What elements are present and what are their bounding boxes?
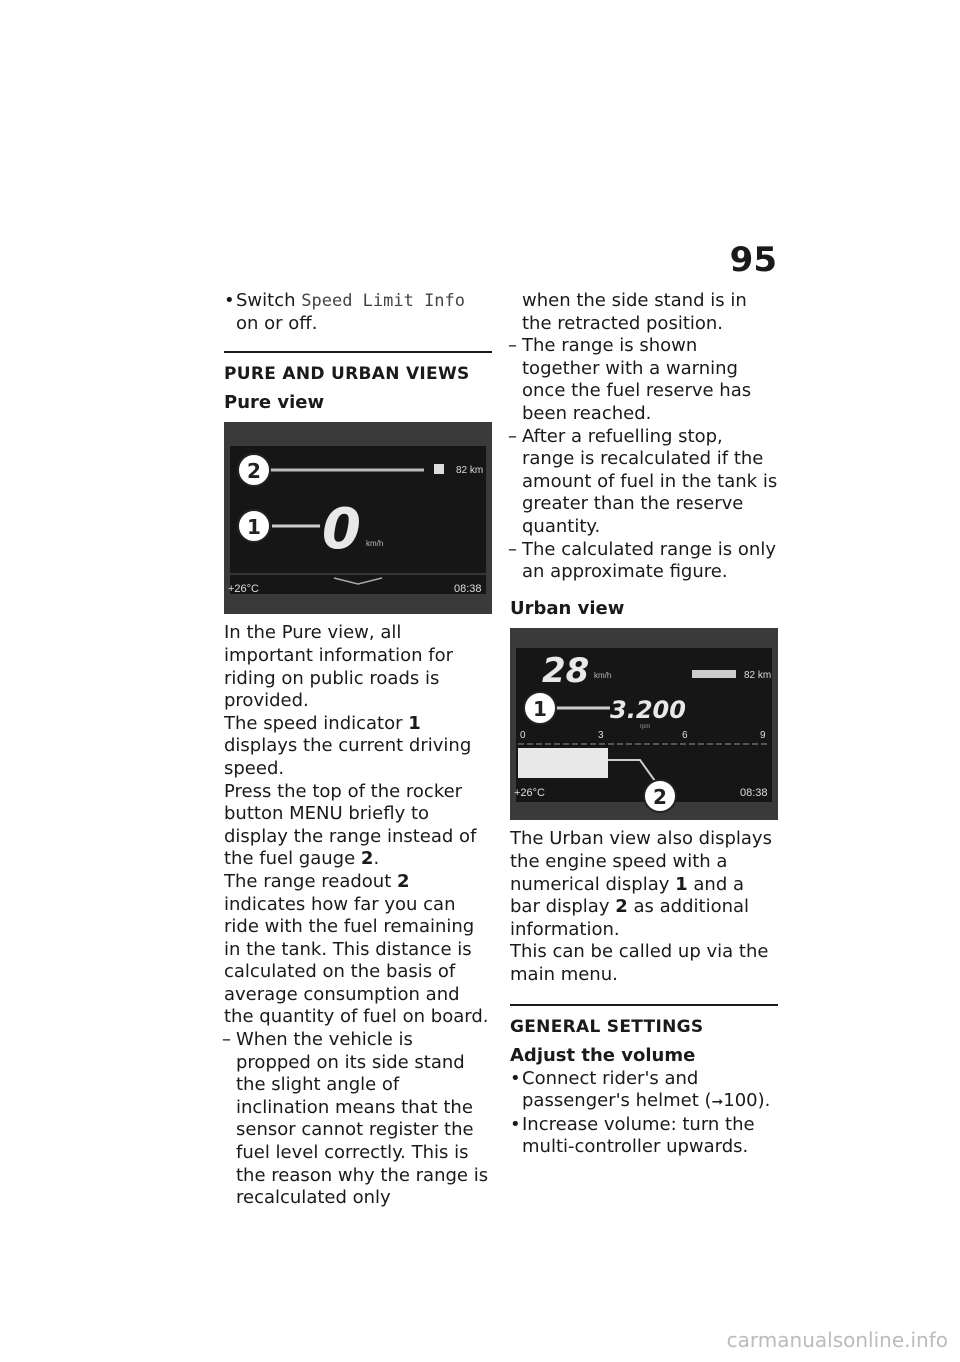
subheading-pure-view: Pure view [224, 391, 325, 413]
para-urban-intro: The Urban view also displays the engine speed with a numerical display 1 and a bar display 2 as additional information. [510, 828, 772, 940]
dash-refuelling: – After a refuelling stop, range is recalculated if the amount of fuel in the tank is greater than the reserve quantity. [510, 426, 778, 539]
urban-rpm: 3.200 [610, 696, 686, 725]
para-speed-indicator: The speed indicator 1 displays the current driving speed. [224, 712, 472, 779]
para-rocker-button: Press the top of the rocker button MENU briefly to display the range instead of the fuel gauge 2. [224, 780, 477, 870]
fuel-icon [434, 464, 444, 474]
callout-2: 2 [653, 785, 667, 810]
rpm-tick: 6 [682, 730, 688, 742]
right-column [510, 290, 778, 1159]
pure-temp: +26°C [228, 583, 260, 596]
urban-view-screenshot [510, 628, 778, 820]
rpm-tick: 9 [760, 730, 766, 742]
pure-time: 08:38 [454, 583, 482, 596]
subheading-urban-view: Urban view [510, 597, 625, 619]
bullet-connect-helmet: • Connect rider's and passenger's helmet (➞100). [510, 1068, 778, 1114]
urban-time: 08:38 [740, 787, 768, 800]
section-heading-views: PURE AND URBAN VIEWS [224, 351, 492, 386]
pure-range: 82 km [456, 465, 484, 477]
page-number: 95 [729, 240, 777, 280]
callout-1: 1 [247, 515, 261, 540]
page-ref-link[interactable]: 100 [723, 1090, 758, 1112]
rpm-tick: 3 [598, 730, 604, 742]
bullet-switch: • Switch Speed Limit Info on or off. [224, 290, 492, 335]
pure-speed-unit: km/h [366, 539, 384, 549]
dash-side-stand-cont: when the side stand is in the retracted position. [522, 290, 747, 334]
menu-code: Speed Limit Info [301, 291, 466, 311]
rpm-bar-display [518, 748, 608, 778]
callout-1: 1 [533, 697, 547, 722]
watermark: carmanualsonline.info [726, 1328, 948, 1352]
para-pure-intro: In the Pure view, all important information for riding on public roads is provided. [224, 622, 454, 712]
dash-side-stand: – When the vehicle is propped on its side stand the slight angle of inclination means that the sensor cannot register the fuel level correctly. This is the reason why the range is recalculated only [224, 1029, 492, 1210]
dash-approximate: – The calculated range is only an approximate figure. [510, 539, 778, 584]
fuel-gauge-bar [692, 670, 736, 678]
urban-rpm-unit: rpm [640, 724, 651, 731]
pure-view-screenshot [224, 422, 492, 614]
dash-fuel-reserve: – The range is shown together with a warning once the fuel reserve has been reached. [510, 335, 778, 425]
left-column [224, 290, 492, 1210]
pure-speed: 0 [322, 497, 361, 563]
subheading-adjust-volume: Adjust the volume [510, 1045, 696, 1067]
urban-range: 82 km [744, 670, 772, 682]
callout-2: 2 [247, 459, 261, 484]
urban-speed: 28 [542, 651, 590, 692]
para-main-menu: This can be called up via the main menu. [510, 941, 769, 985]
bullet-increase-volume: • Increase volume: turn the multi-controller upwards. [510, 1114, 778, 1159]
arrow-right-icon: ➞ [711, 1094, 724, 1111]
urban-temp: +26°C [514, 787, 546, 800]
para-range-readout: The range readout 2 indicates how far you can ride with the fuel remaining in the tank. This distance is calculated on the basis of average consumption and the quantity of fuel on board. [224, 870, 489, 1028]
rpm-tick: 0 [520, 730, 526, 742]
section-heading-general: GENERAL SETTINGS [510, 1004, 778, 1039]
urban-speed-unit: km/h [594, 671, 612, 681]
